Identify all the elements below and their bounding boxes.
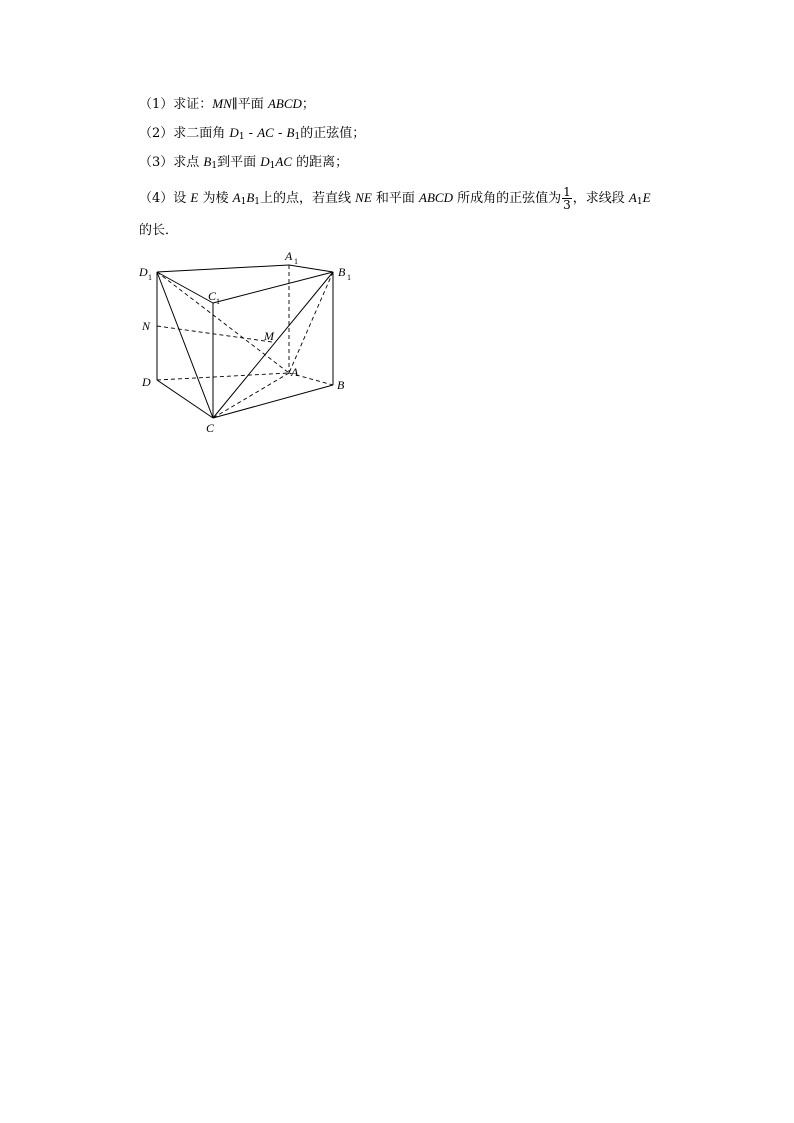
label-M: M (264, 329, 274, 343)
edge-D-C (157, 380, 213, 418)
edge-B1-A (289, 272, 333, 373)
question-1: （1）求证：MN∥平面 ABCD； (139, 96, 315, 112)
label-A1: A (285, 249, 293, 263)
edge-D1-C1 (157, 272, 213, 303)
label-C: C (206, 421, 215, 435)
edge-B1-C (213, 272, 333, 418)
label-D1-sub: 1 (148, 273, 152, 282)
question-4: （4）设 E 为棱 $A_1B_1$上的点，若直线 NE 和平面 ABCD 所成角的正弦值为 $\frac{1}{3}$ ，求线段 $A_1E$ (139, 185, 651, 212)
label-D: D (142, 375, 151, 389)
edge-N-M (157, 326, 272, 342)
question-3: （3）求点 $B_1$到平面 $D_1AC$ 的距离； (139, 154, 349, 171)
label-A: A (291, 365, 299, 379)
label-D1: D (139, 265, 148, 279)
question-2: （2）求二面角 $D_1$ - AC - $B_1$的正弦值； (139, 125, 366, 142)
edge-C1-B1 (213, 272, 333, 303)
label-C1-sub: 1 (216, 297, 220, 306)
edge-D1-A1 (157, 265, 289, 272)
edge-A-C (213, 373, 289, 418)
label-B1: B (338, 265, 346, 279)
label-B: B (337, 378, 345, 392)
edge-A1-B1 (289, 265, 333, 272)
prism-figure (130, 245, 370, 445)
edge-C-B (213, 385, 333, 418)
fraction-one-third: $\frac{1}{3}$ (563, 185, 571, 212)
question-4-continuation: 的长． (139, 223, 179, 238)
label-A1-sub: 1 (294, 257, 298, 266)
label-B1-sub: 1 (347, 273, 351, 282)
label-N: N (142, 319, 151, 333)
edge-D-A (157, 373, 289, 380)
label-C1: C (208, 289, 217, 303)
